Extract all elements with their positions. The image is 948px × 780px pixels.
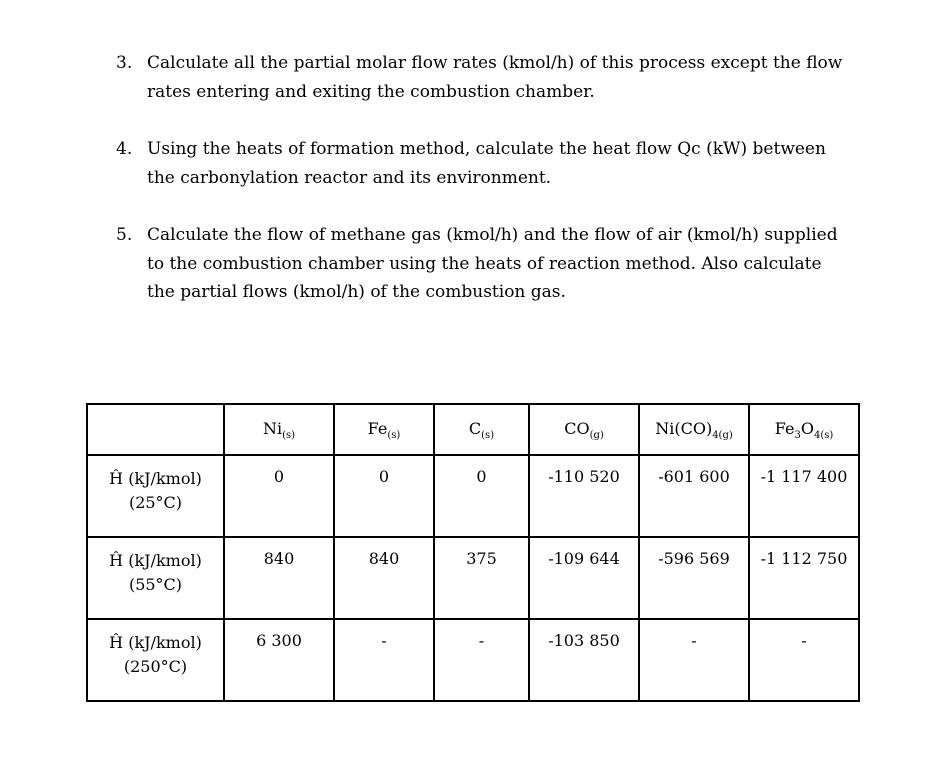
enthalpy-table <box>86 403 860 702</box>
question-5-number: 5. <box>116 225 133 245</box>
formula-subscript: (s) <box>481 429 495 441</box>
enthalpy-value-cell: 0 <box>334 455 434 537</box>
enthalpy-value-cell: - <box>434 619 529 701</box>
species-column-header <box>529 404 639 455</box>
enthalpy-value-cell: - <box>639 619 749 701</box>
question-3 <box>116 49 842 106</box>
formula-text: Fe <box>367 418 388 438</box>
question-text-line: rates entering and exiting the combustion chamber. <box>147 81 595 102</box>
enthalpy-value-cell: - <box>334 619 434 701</box>
formula-text: CO <box>564 418 590 438</box>
question-5-text <box>147 221 838 307</box>
species-column-header <box>434 404 529 455</box>
formula-text: O <box>800 418 814 438</box>
enthalpy-value-cell: -1 117 400 <box>749 455 859 537</box>
table-row <box>87 537 859 619</box>
species-column-header <box>224 404 334 455</box>
row-label-line: Ĥ (kJ/kmol) <box>109 469 202 488</box>
formula-subscript: (s) <box>387 429 401 441</box>
table-corner-cell <box>87 404 224 455</box>
enthalpy-value-cell: 840 <box>334 537 434 619</box>
question-3-text <box>147 49 842 106</box>
row-label-line: Ĥ (kJ/kmol) <box>109 633 202 652</box>
species-column-header <box>639 404 749 455</box>
enthalpy-value-cell: -601 600 <box>639 455 749 537</box>
enthalpy-value-cell: -103 850 <box>529 619 639 701</box>
question-text-line: Calculate all the partial molar flow rates (kmol/h) of this process except the flow <box>147 53 843 73</box>
table-header-row <box>87 404 859 455</box>
question-text-line: the carbonylation reactor and its environment. <box>147 167 552 188</box>
question-text-line: Using the heats of formation method, calculate the heat flow Qc (kW) between <box>147 139 826 159</box>
row-label-line: (250°C) <box>123 657 188 676</box>
question-5 <box>116 221 838 307</box>
formula-text: Ni(CO) <box>655 418 713 438</box>
enthalpy-value-cell: -1 112 750 <box>749 537 859 619</box>
species-column-header <box>749 404 859 455</box>
enthalpy-value-cell: -110 520 <box>529 455 639 537</box>
formula-subscript: 4(g) <box>712 429 733 441</box>
row-label-line: Ĥ (kJ/kmol) <box>109 551 202 570</box>
row-label-line: (55°C) <box>128 575 183 594</box>
formula-text: Ni <box>262 418 283 438</box>
question-text-line: the partial flows (kmol/h) of the combustion gas. <box>147 282 566 302</box>
enthalpy-value-cell: 0 <box>434 455 529 537</box>
row-label <box>87 537 224 619</box>
formula-subscript: 3 <box>794 429 801 441</box>
question-4-text <box>147 135 826 192</box>
row-label <box>87 455 224 537</box>
formula-subscript: (s) <box>282 429 296 441</box>
formula-subscript: 4(s) <box>813 429 834 441</box>
row-label-line: (25°C) <box>128 493 183 512</box>
enthalpy-value-cell: - <box>749 619 859 701</box>
enthalpy-value-cell: 6 300 <box>224 619 334 701</box>
enthalpy-value-cell: -596 569 <box>639 537 749 619</box>
formula-text: Fe <box>774 418 795 438</box>
species-column-header <box>334 404 434 455</box>
question-3-number: 3. <box>116 53 133 73</box>
question-text-line: to the combustion chamber using the heats of reaction method. Also calculate <box>147 253 822 274</box>
enthalpy-value-cell: -109 644 <box>529 537 639 619</box>
table-row <box>87 455 859 537</box>
table-row <box>87 619 859 701</box>
enthalpy-value-cell: 375 <box>434 537 529 619</box>
question-text-line: Calculate the flow of methane gas (kmol/h) and the flow of air (kmol/h) supplied <box>147 225 838 245</box>
formula-subscript: (g) <box>589 429 604 441</box>
question-4 <box>116 135 826 192</box>
enthalpy-value-cell: 0 <box>224 455 334 537</box>
question-4-number: 4. <box>116 139 133 159</box>
formula-text: C <box>468 418 482 438</box>
enthalpy-value-cell: 840 <box>224 537 334 619</box>
row-label <box>87 619 224 701</box>
